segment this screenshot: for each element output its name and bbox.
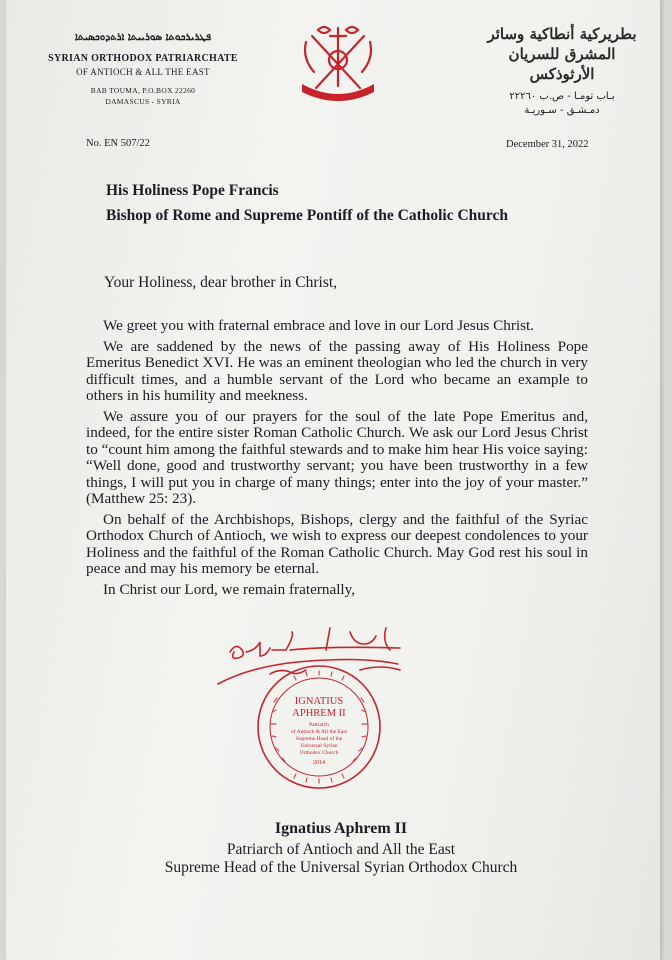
arabic-address [482,90,642,118]
closing-line: In Christ our Lord, we remain fraternally, [103,580,356,598]
paragraph: On behalf of the Archbishops, Bishops, clergy and the faithful of the Syriac Orthodox Church of Antioch, we wish to express our deepest condolences to your Holiness and the faithful of the Roman Catholic Church. May God rest his soul in peace and may his memory be eternal. [86,510,588,577]
signatory-name: Ignatius Aphrem II [274,820,408,837]
seal-title-line-2: of Antioch & All the East [290,729,348,735]
seal-year: 2014 [313,760,325,766]
patriarchate-subtitle: OF ANTIOCH & ALL THE EAST [76,67,210,77]
address-line-2: DAMASCUS - SYRIA [105,97,181,106]
address-line-1: BAB TOUMA, P.O.BOX 22260 [90,86,196,95]
seal-name-line-2: APHREM II [292,708,346,719]
patriarchal-seal [254,662,384,792]
paragraph: We greet you with fraternal embrace and love in our Lord Jesus Christ. [103,317,535,334]
signatory-block [106,820,576,877]
letter-date: December 31, 2022 [506,139,589,150]
patriarchal-crest-icon [296,22,380,104]
letter-page [6,0,660,960]
letterhead-left [38,32,248,107]
paragraph: We assure you of our prayers for the soul of the late Pope Emeritus and, indeed, for the entire sister Roman Catholic Church. We ask our Lord Jesus Christ to “count him among the faithful stewards and to make him hear His voice saying: “Well done, good and trustworthy servant; you have been trustworthy in a few things, I will put you in charge of many things; enter into the joy of your master.” (Matthew 25: 23). [86,407,588,507]
seal-name-line-1: IGNATIUS [294,696,344,707]
letterhead-right [482,24,642,118]
seal-title-line-4: Universal Syrian [300,743,338,749]
arabic-address-line-1: بـاب تومـا - ص.ب ٢٢٢٦٠ [509,91,615,102]
recipient-line-2: Bishop of Rome and Supreme Pontiff of the Catholic Church [106,207,509,224]
salutation: Your Holiness, dear brother in Christ, [104,274,338,291]
paragraph: We are saddened by the news of the passing away of His Holiness Pope Emeritus Benedict XVI. He was an eminent theologian who led the church in very difficult times, and a humble servant of the Lord who became an example to others in his humility and meekness. [86,337,588,404]
recipient-line-1: His Holiness Pope Francis [106,182,279,199]
reference-number: No. EN 507/22 [86,138,150,149]
arabic-calligraphy-emblem: بطريركية أنطاكية وسائر المشرق للسريان الأرثوذكس [487,25,637,83]
address [38,85,248,107]
seal-title-line-3: Supreme Head of the [295,736,343,742]
signatory-title-1: Patriarch of Antioch and All the East [226,841,456,858]
letter-body [86,318,588,602]
seal-title-line-5: Orthodox Church [299,750,339,756]
recipient-block [106,178,508,228]
signatory-title-2: Supreme Head of the Universal Syrian Orthodox Church [164,859,518,876]
arabic-address-line-2: دمـشـق - سـوريـة [524,105,600,116]
patriarchate-name: SYRIAN ORTHODOX PATRIARCHATE [48,53,238,64]
seal-title-line-1: Patriarch [309,722,329,728]
syriac-letterhead: ܦܛܪܝܪܟܘܬܐ ܣܘܪܝܝܬܐ ܐܪܬܕܘܟܣܝܬܐ [74,32,212,43]
